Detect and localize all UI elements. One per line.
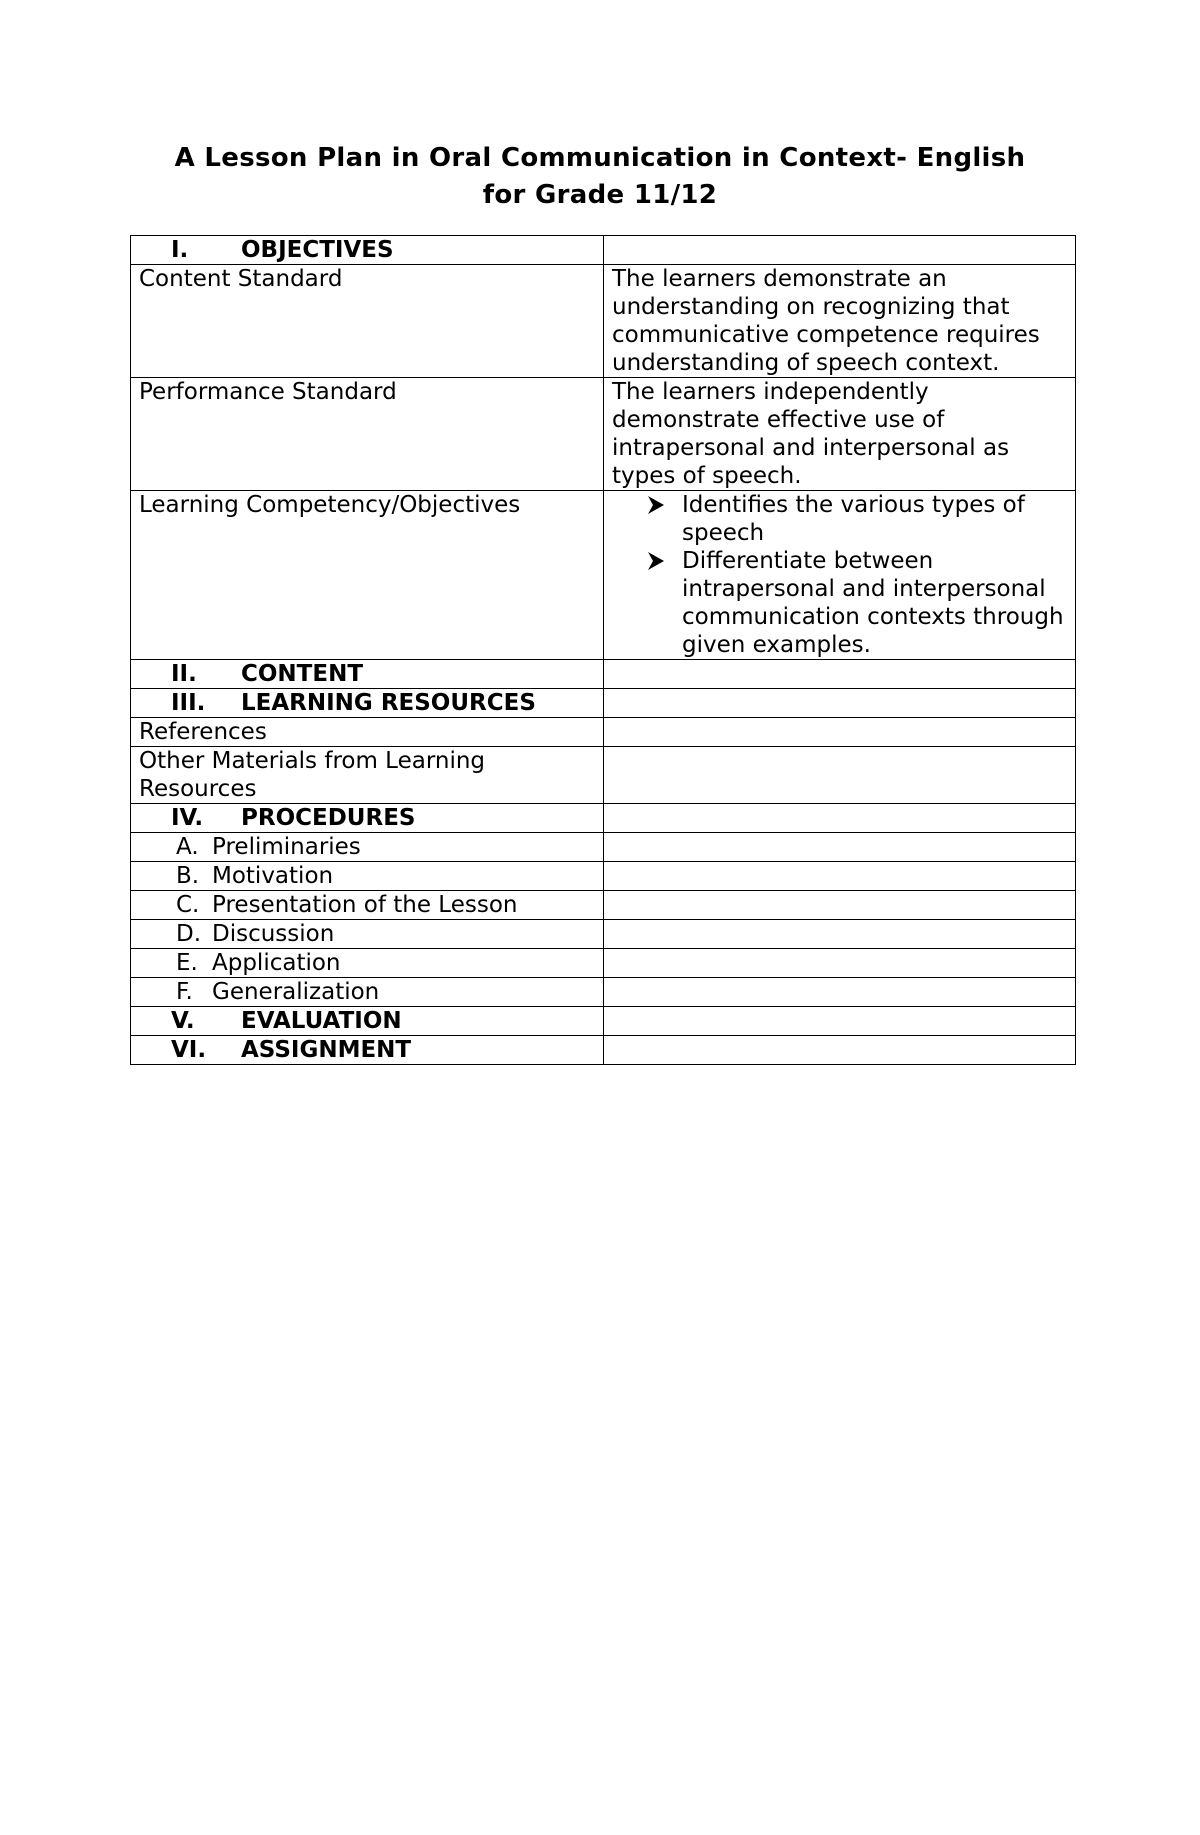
arrow-bullet-icon	[646, 550, 666, 572]
learning-competency-label: Learning Competency/Objectives	[131, 491, 604, 660]
procedure-label: Generalization	[212, 979, 380, 1005]
section-objectives	[131, 236, 604, 265]
row-evaluation	[131, 1007, 1076, 1036]
cell-empty	[604, 862, 1076, 891]
section-label: PROCEDURES	[241, 805, 416, 831]
section-content	[131, 660, 604, 689]
performance-standard-label: Performance Standard	[131, 378, 604, 491]
row-content	[131, 660, 1076, 689]
competency-text: Differentiate between intrapersonal and interpersonal communication contexts through given examples.	[682, 548, 1064, 658]
section-label: CONTENT	[241, 661, 364, 687]
section-evaluation	[131, 1007, 604, 1036]
cell-empty	[604, 1036, 1076, 1065]
section-number: II.	[171, 661, 197, 687]
section-number: IV.	[171, 805, 204, 831]
row-performance-standard	[131, 378, 1076, 491]
row-references	[131, 718, 1076, 747]
cell-empty	[604, 804, 1076, 833]
row-learning-competency	[131, 491, 1076, 660]
section-label: ASSIGNMENT	[241, 1037, 412, 1063]
section-number: III.	[171, 690, 206, 716]
row-assignment	[131, 1036, 1076, 1065]
cell-empty	[604, 236, 1076, 265]
performance-standard-text: The learners independently demonstrate effective use of intrapersonal and interpersonal as types of speech.	[604, 378, 1076, 491]
section-assignment	[131, 1036, 604, 1065]
row-procedures	[131, 804, 1076, 833]
procedure-item	[131, 920, 604, 949]
cell-empty	[604, 1007, 1076, 1036]
competency-list	[612, 491, 1067, 659]
page-title	[0, 140, 1200, 214]
procedure-letter: A.	[176, 834, 199, 860]
arrow-bullet-icon	[646, 494, 666, 516]
procedure-label: Preliminaries	[212, 834, 361, 860]
title-line-2: for Grade 11/12	[482, 180, 718, 210]
row-content-standard	[131, 265, 1076, 378]
section-number: V.	[171, 1008, 195, 1034]
cell-empty	[604, 949, 1076, 978]
cell-empty	[604, 718, 1076, 747]
procedure-item	[131, 978, 604, 1007]
table-row	[131, 862, 1076, 891]
procedure-item	[131, 862, 604, 891]
other-materials-label: Other Materials from Learning Resources	[131, 747, 604, 804]
table-row	[131, 891, 1076, 920]
procedure-label: Discussion	[212, 921, 335, 947]
table-row	[131, 833, 1076, 862]
procedure-item	[131, 891, 604, 920]
cell-empty	[604, 689, 1076, 718]
list-item	[682, 491, 1067, 547]
competency-text: Identifies the various types of speech	[682, 492, 1025, 546]
list-item	[682, 547, 1067, 659]
cell-empty	[604, 891, 1076, 920]
section-label: LEARNING RESOURCES	[241, 690, 536, 716]
procedure-letter: E.	[176, 950, 198, 976]
procedure-item	[131, 833, 604, 862]
section-number: VI.	[171, 1037, 207, 1063]
section-procedures	[131, 804, 604, 833]
table-row	[131, 978, 1076, 1007]
procedure-letter: D.	[176, 921, 202, 947]
cell-empty	[604, 660, 1076, 689]
procedure-letter: B.	[176, 863, 200, 889]
table-row	[131, 949, 1076, 978]
procedure-item	[131, 949, 604, 978]
section-label: OBJECTIVES	[241, 237, 394, 263]
learning-competency-cell	[604, 491, 1076, 660]
section-number: I.	[171, 237, 189, 263]
title-line-1: A Lesson Plan in Oral Communication in Context- English	[174, 143, 1026, 173]
cell-empty	[604, 920, 1076, 949]
procedure-letter: C.	[176, 892, 200, 918]
content-standard-label: Content Standard	[131, 265, 604, 378]
procedure-label: Motivation	[212, 863, 334, 889]
lesson-plan-table	[130, 235, 1076, 1065]
table-row	[131, 920, 1076, 949]
procedure-label: Presentation of the Lesson	[212, 892, 518, 918]
procedure-letter: F.	[176, 979, 193, 1005]
cell-empty	[604, 747, 1076, 804]
content-standard-text: The learners demonstrate an understanding on recognizing that communicative competence requires understanding of speech context.	[604, 265, 1076, 378]
references-label: References	[131, 718, 604, 747]
row-objectives	[131, 236, 1076, 265]
section-learning-resources	[131, 689, 604, 718]
section-label: EVALUATION	[241, 1008, 402, 1034]
procedure-label: Application	[212, 950, 341, 976]
cell-empty	[604, 978, 1076, 1007]
row-learning-resources	[131, 689, 1076, 718]
row-other-materials	[131, 747, 1076, 804]
cell-empty	[604, 833, 1076, 862]
